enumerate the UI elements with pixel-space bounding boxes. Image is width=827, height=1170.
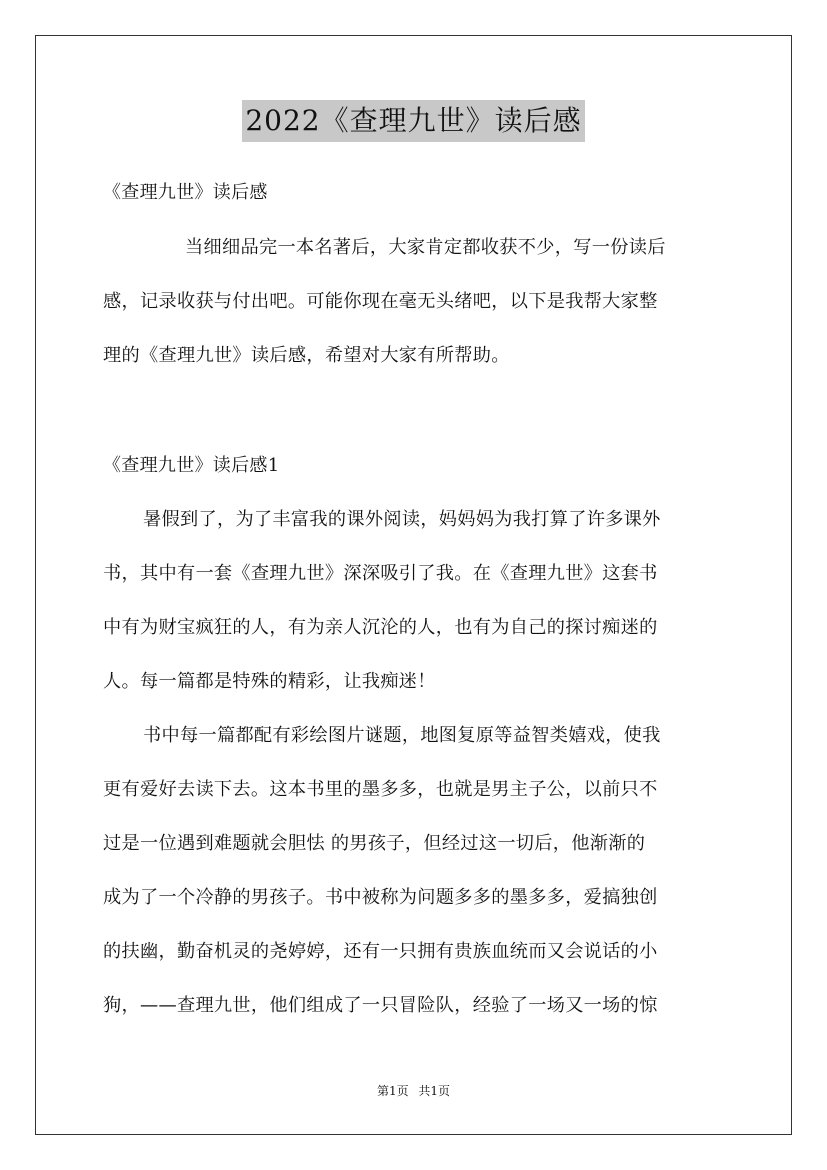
paragraph-line: 成为了一个冷静的男孩子。书中被称为问题多多的墨多多，爱搞独创 — [103, 887, 658, 908]
page-number: 第1页 — [376, 1084, 409, 1098]
intro-line: 当细细品完一本名著后，大家肯定都收获不少，写一份读后 — [185, 237, 666, 258]
page-footer — [0, 1083, 827, 1099]
paragraph-line: 书中每一篇都配有彩绘图片谜题，地图复原等益智类嬉戏，使我 — [143, 725, 661, 746]
page-total: 共1页 — [418, 1084, 451, 1098]
paragraph-line: 中有为财宝疯狂的人，有为亲人沉沦的人，也有为自己的探讨痴迷的 — [103, 617, 658, 638]
document-title: 2022《查理九世》读后感 — [242, 100, 584, 142]
paragraph-line: 暑假到了，为了丰富我的课外阅读，妈妈妈为我打算了许多课外 — [143, 509, 661, 530]
paragraph-line: 更有爱好去读下去。这本书里的墨多多，也就是男主子公，以前只不 — [103, 779, 658, 800]
paragraph-line: 狗，——查理九世，他们组成了一只冒险队，经验了一场又一场的惊 — [103, 995, 658, 1016]
paragraph-line: 的扶幽，勤奋机灵的尧婷婷，还有一只拥有贵族血统而又会说话的小 — [103, 941, 658, 962]
paragraph-line: 过是一位遇到难题就会胆怯 的男孩子，但经过这一切后，他渐渐的 — [103, 833, 646, 854]
section-heading: 《查理九世》读后感1 — [103, 455, 280, 476]
intro-line: 理的《查理九世》读后感，希望对大家有所帮助。 — [103, 345, 510, 366]
paragraph-line: 书，其中有一套《查理九世》深深吸引了我。在《查理九世》这套书 — [103, 563, 658, 584]
paragraph-line: 人。每一篇都是特殊的精彩，让我痴迷！ — [103, 671, 436, 692]
section-heading: 《查理九世》读后感 — [103, 182, 268, 203]
intro-line: 感，记录收获与付出吧。可能你现在毫无头绪吧，以下是我帮大家整 — [103, 291, 658, 312]
title-container — [0, 100, 827, 142]
